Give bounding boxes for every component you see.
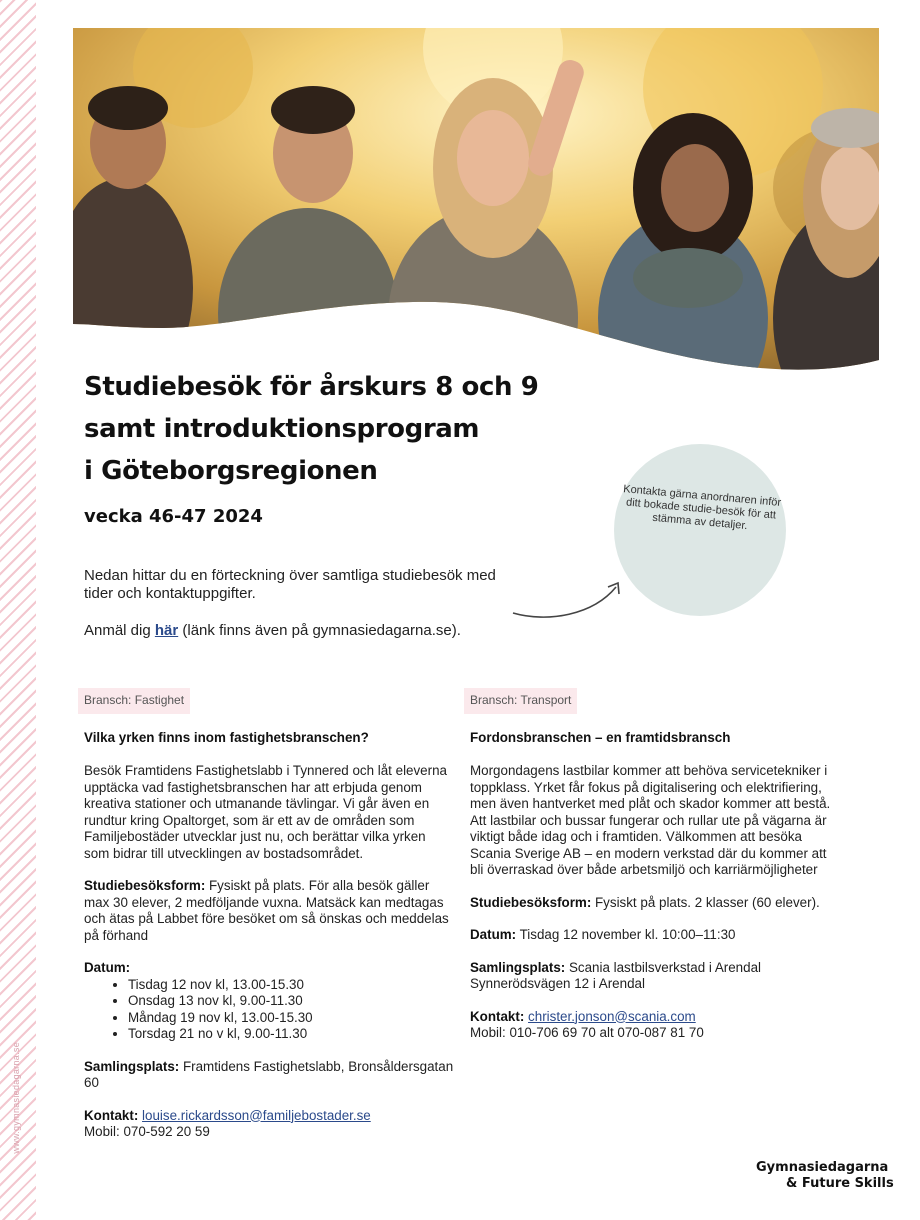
info-bubble-text: Kontakta gärna anordnaren inför ditt bokade studie-besök för att stämma av detaljer. xyxy=(622,483,782,533)
visit-fastighet xyxy=(84,688,454,1141)
form-text: Fysiskt på plats. För alla besök gäller max 30 elever, 2 medföljande vuxna. Matsäck kan medtagas och ätas på Labbet före besöket om så önskas och meddelas på förhand xyxy=(84,878,449,943)
place-label: Samlingsplats: xyxy=(470,959,566,975)
side-url: www.gymnasiedagarna.se xyxy=(11,1042,21,1154)
hero-image xyxy=(73,28,879,373)
visit-heading: Vilka yrken finns inom fastighetsbranschen? xyxy=(84,729,369,745)
signup-line xyxy=(84,622,461,639)
date-item: • Onsdag 13 nov kl, 9.00-11.30 xyxy=(128,993,454,1010)
contact-mobile: Mobil: 010-706 69 70 alt 070-087 81 70 xyxy=(470,1025,704,1040)
category-tag: Bransch: Fastighet xyxy=(78,688,190,714)
contact-mobile: Mobil: 070-592 20 59 xyxy=(84,1124,210,1139)
contact-label: Kontakt: xyxy=(84,1107,139,1123)
contact-email-link[interactable]: christer.jonson@scania.com xyxy=(528,1008,696,1024)
brand-logo xyxy=(756,1160,894,1192)
date-text: Tisdag 12 november kl. 10:00–11:30 xyxy=(516,927,736,942)
signup-prefix: Anmäl dig xyxy=(84,622,155,639)
contact-label: Kontakt: xyxy=(470,1008,525,1024)
page-title xyxy=(84,366,604,492)
dates-label-text: Datum: xyxy=(84,960,131,975)
visit-heading: Fordonsbranschen – en framtidsbransch xyxy=(470,729,731,745)
intro-text: Nedan hittar du en förteckning över samtliga studiebesök med tider och kontaktuppgifter. xyxy=(84,567,496,602)
date-label: Datum: xyxy=(470,927,517,942)
contact-email-link[interactable]: louise.rickardsson@familjebostader.se xyxy=(142,1107,371,1123)
visit-date xyxy=(470,927,840,944)
place-text: Scania lastbilsverkstad i Arendal Synnerödsvägen 12 i Arendal xyxy=(470,959,762,991)
date-item: • Måndag 19 nov kl, 13.00-15.30 xyxy=(128,1010,454,1027)
title-line-3: i Göteborgsregionen xyxy=(84,456,378,486)
visit-description: Besök Framtidens Fastighetslabb i Tynnered och låt eleverna upptäcka vad fastighetsbranschen har att erbjuda genom kreativa stationer och utmanande tävlingar. Vi går även en rundtur kring Opaltorget, som är ett av de områden som Familjebostäder utvecklar just nu, och berättar vilka yrken som bidrar till utvecklingen av bostadsområdet. xyxy=(84,763,447,861)
week-label: vecka 46-47 2024 xyxy=(84,506,263,527)
place-label: Samlingsplats: xyxy=(84,1058,180,1074)
curved-arrow-icon xyxy=(508,575,628,625)
title-line-1: Studiebesök för årskurs 8 och 9 xyxy=(84,372,539,402)
title-line-2: samt introduktionsprogram xyxy=(84,414,480,444)
place-text: Framtidens Fastighetslabb, Bronsåldersgatan 60 xyxy=(84,1058,454,1090)
form-text: Fysiskt på plats. 2 klasser (60 elever). xyxy=(591,894,820,910)
contact-line xyxy=(84,1108,454,1125)
date-item: • Tisdag 12 nov kl, 13.00-15.30 xyxy=(128,977,454,994)
visit-form xyxy=(470,895,840,912)
signup-link[interactable]: här xyxy=(154,622,179,639)
visit-form xyxy=(84,878,454,944)
meeting-place xyxy=(84,1059,454,1092)
contact-line xyxy=(470,1009,840,1026)
dates-list xyxy=(84,977,454,1043)
visit-description: Morgondagens lastbilar kommer att behöva servicetekniker i toppklass. Yrket får fokus på digitalisering och elektrifiering, men även hantverket med plåt och skador kommer att bestå. Att lastbilar och bussar fungerar och rullar ute på vägarna är viktigt både idag och i framtiden. Välkommen att besöka Scania Sverige AB – en modern verkstad där du kommer att bli överraskad över både arbetsmiljö och karriärmöjligheter xyxy=(470,763,831,877)
dates-label xyxy=(84,960,454,977)
date-item: • Torsdag 21 no v kl, 9.00-11.30 xyxy=(128,1026,454,1043)
logo-line-2: & Future Skills xyxy=(786,1176,894,1191)
visit-transport xyxy=(470,688,840,1042)
logo-line-1: Gymnasiedagarna xyxy=(756,1160,889,1175)
signup-suffix: (länk finns även på gymnasiedagarna.se). xyxy=(178,622,461,639)
category-tag: Bransch: Transport xyxy=(464,688,577,714)
form-label: Studiebesöksform: xyxy=(84,878,206,893)
form-label: Studiebesöksform: xyxy=(470,894,592,910)
meeting-place xyxy=(470,960,840,993)
decorative-stripe xyxy=(0,0,36,1220)
